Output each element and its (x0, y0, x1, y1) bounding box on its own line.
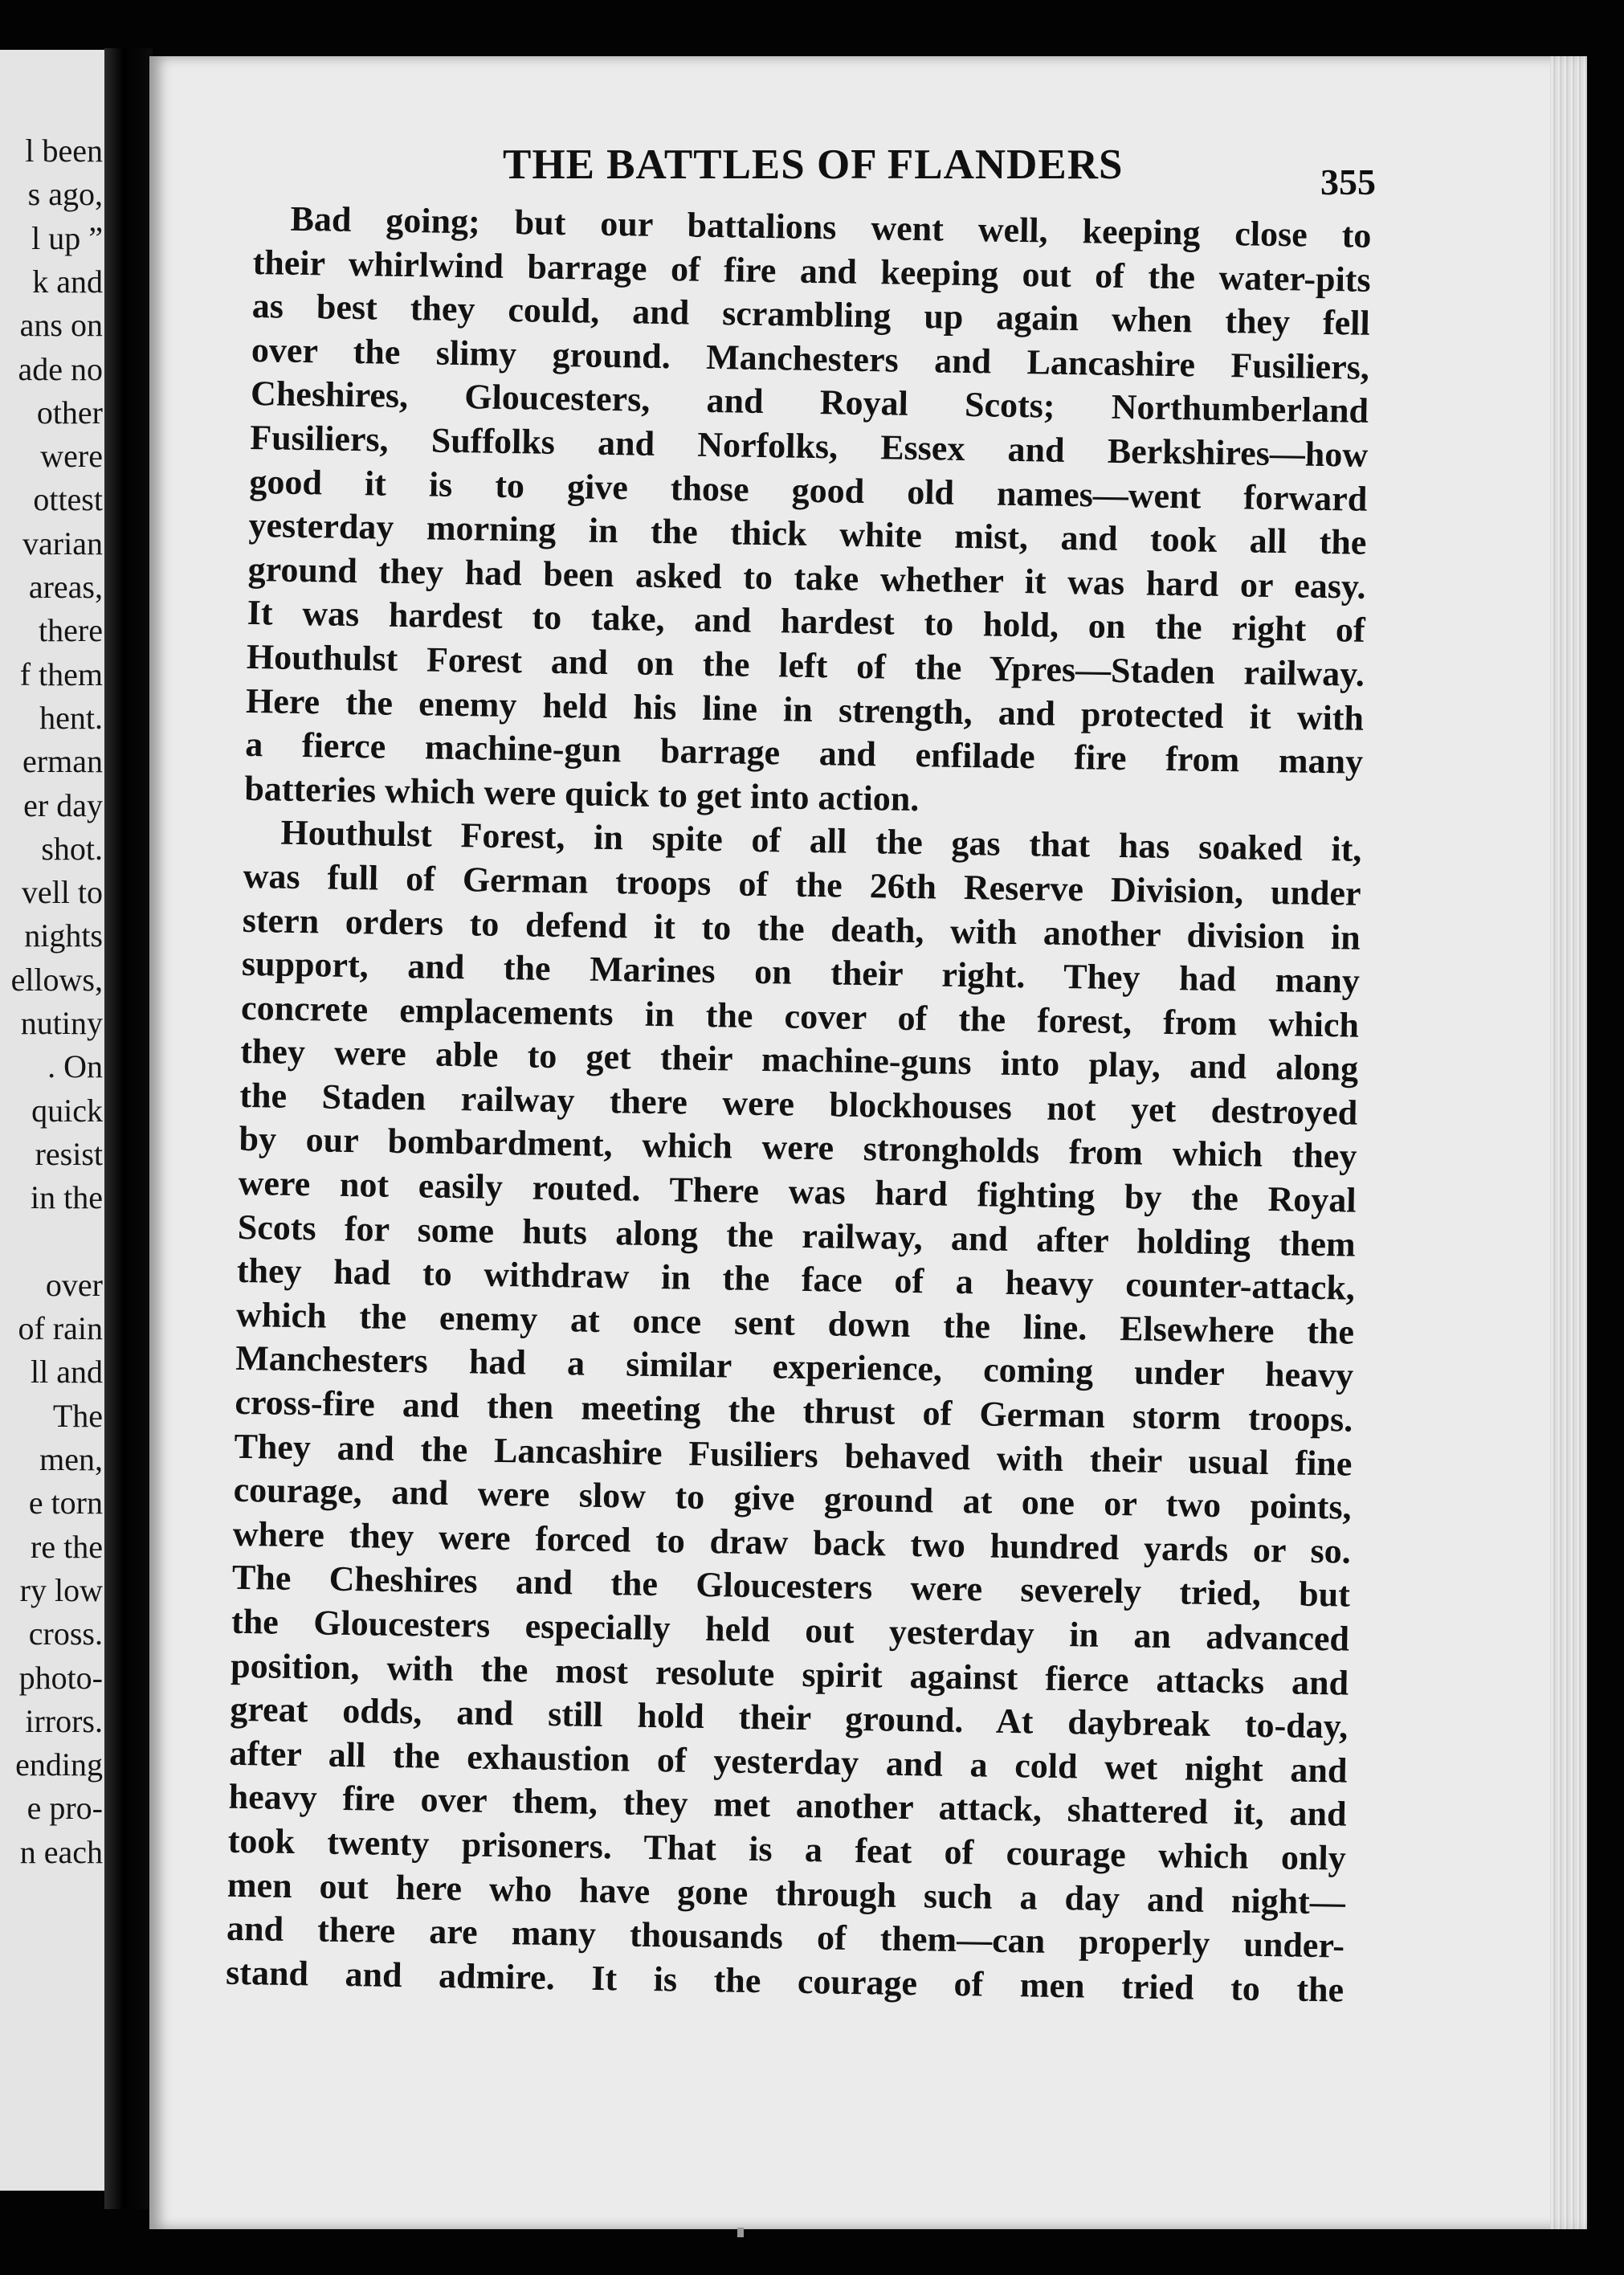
text-line: Scots for some huts along the railway, and after holding them (237, 1207, 1357, 1264)
facing-page-line: ending (15, 1746, 103, 1783)
text-line: Cheshires, Gloucesters, and Royal Scots; Northumberland (250, 374, 1369, 431)
facing-page-line: varian (22, 525, 103, 562)
text-line: cross-fire and then meeting the thrust of German storm troops. (235, 1382, 1353, 1440)
facing-page-line: e torn (28, 1485, 103, 1521)
page-number: 355 (1320, 161, 1376, 202)
text-line: Bad going; but our battalions went well, keeping close to (290, 198, 1372, 255)
facing-page-line: ellows, (10, 961, 103, 998)
text-line: heavy fire over them, they met another attack, shattered it, and (228, 1777, 1347, 1834)
text-line: which the enemy at once sent down the line. Elsewhere the (235, 1294, 1355, 1352)
facing-page-line: re the (31, 1528, 103, 1565)
facing-page-line: resist (35, 1135, 103, 1172)
scan-speck (737, 2228, 744, 2237)
text-line: great odds, and still hold their ground. At daybreak to-day, (230, 1689, 1349, 1746)
text-line: courage, and were slow to give ground at one or two points, (233, 1470, 1352, 1527)
facing-page-line: were (40, 438, 103, 475)
running-head: THE BATTLES OF FLANDERS (503, 141, 1124, 188)
facing-page-line: l been (25, 133, 103, 169)
facing-page-line: irrors. (25, 1702, 103, 1739)
facing-page-line: other (36, 394, 103, 431)
facing-page-line: f them (19, 656, 103, 692)
text-line: was full of German troops of the 26th Reserve Division, under (243, 856, 1361, 913)
facing-page-line: over (45, 1266, 103, 1303)
facing-page-line: ade no (18, 350, 103, 387)
facing-page-line: areas, (28, 569, 103, 605)
facing-page-line: s ago, (27, 176, 103, 213)
facing-page-line: cross. (28, 1615, 103, 1652)
facing-page-line: quick (31, 1092, 103, 1129)
paragraph (244, 197, 1372, 828)
text-line: their whirlwind barrage of fire and keeping out of the water-pits (252, 242, 1371, 300)
facing-page-line: k and (32, 263, 103, 300)
text-line: and there are many thousands of them—can properly under- (226, 1908, 1345, 1966)
text-line: Houthulst Forest, in spite of all the gas that has soaked it, (280, 812, 1362, 870)
facing-page-line: . On (47, 1048, 103, 1085)
text-line: batteries which were quick to get into action. (244, 768, 920, 819)
text-line: over the slimy ground. Manchesters and Lancashire Fusiliers, (251, 329, 1370, 387)
facing-page-line: there (39, 612, 103, 649)
text-line: Here the enemy held his line in strength, and protected it with (245, 680, 1365, 738)
book-gutter (104, 48, 153, 2209)
text-line: stern orders to defend it to the death, with another division in (242, 900, 1361, 958)
facing-page-line: n each (19, 1833, 103, 1870)
text-line: Houthulst Forest and on the left of the Ypres—Staden railway. (246, 636, 1365, 694)
text-line: stand and admire. It is the courage of men tried to the (225, 1952, 1344, 2010)
text-line: They and the Lancashire Fusiliers behaved with their usual fine (234, 1426, 1353, 1484)
text-line: position, with the most resolute spirit against fierce attacks and (230, 1645, 1349, 1703)
text-line: men out here who have gone through such a day and night— (226, 1865, 1346, 1922)
facing-page-line: hent. (39, 699, 103, 736)
text-line: It was hardest to take, and hardest to hold, on the right of (247, 593, 1366, 651)
facing-page-line: erman (22, 743, 103, 780)
facing-page-fragment (0, 50, 120, 2191)
paragraph (226, 811, 1362, 2012)
text-line: yesterday morning in the thick white mist, and took all the (248, 505, 1367, 562)
text-line: ground they had been asked to take whether it was hard or easy. (247, 549, 1366, 607)
text-line: took twenty prisoners. That is a feat of courage which only (227, 1820, 1347, 1878)
facing-page-line: ottest (33, 481, 103, 518)
page-edge-texture (1550, 56, 1587, 2229)
facing-page-line: e pro- (27, 1790, 103, 1827)
facing-page-line: shot. (41, 830, 103, 867)
text-line: they had to withdraw in the face of a heavy counter-attack, (236, 1251, 1356, 1308)
text-line: Manchesters had a similar experience, coming under heavy (235, 1338, 1354, 1396)
text-line: where they were forced to draw back two hundred yards or so. (232, 1513, 1352, 1571)
facing-page-line: photo- (18, 1659, 103, 1696)
text-line: concrete emplacements in the cover of the forest, from which (240, 987, 1360, 1045)
facing-page-line: ll and (31, 1354, 103, 1391)
text-line: a fierce machine-gun barrage and enfilade fire from many (244, 725, 1364, 782)
text-line: by our bombardment, which were strongholds from which they (239, 1119, 1357, 1177)
text-line: good it is to give those good old names—went forward (249, 461, 1368, 519)
facing-page-line: vell to (21, 874, 103, 911)
text-line: after all the exhaustion of yesterday and a cold wet night and (229, 1733, 1348, 1791)
facing-page-line: of rain (18, 1310, 103, 1347)
body-text (226, 197, 1372, 2012)
text-line: Fusiliers, Suffolks and Norfolks, Essex and Berkshires—how (249, 417, 1369, 475)
text-line: support, and the Marines on their right. They had many (241, 943, 1361, 1001)
facing-page-line: l up ” (31, 219, 103, 256)
text-line: The Cheshires and the Gloucesters were severely tried, but (231, 1558, 1351, 1615)
facing-page-line: er day (23, 786, 103, 823)
facing-page-line: ans on (19, 307, 103, 344)
facing-page-line: in the (31, 1179, 103, 1216)
facing-page-line: nutiny (20, 1005, 103, 1041)
text-line: they were able to get their machine-guns into play, and along (239, 1031, 1359, 1089)
facing-page-line: ry low (19, 1571, 103, 1608)
facing-page-line: nights (24, 917, 103, 954)
text-line: the Gloucesters especially held out yesterday in an advanced (231, 1601, 1350, 1659)
facing-page-line: The (52, 1397, 103, 1434)
book-page-355 (149, 56, 1587, 2229)
text-line: as best they could, and scrambling up again when they fell (251, 286, 1371, 344)
text-line: were not easily routed. There was hard fighting by the Royal (238, 1162, 1357, 1220)
facing-page-line: men, (39, 1441, 103, 1477)
text-line: the Staden railway there were blockhouses not yet destroyed (239, 1075, 1358, 1133)
